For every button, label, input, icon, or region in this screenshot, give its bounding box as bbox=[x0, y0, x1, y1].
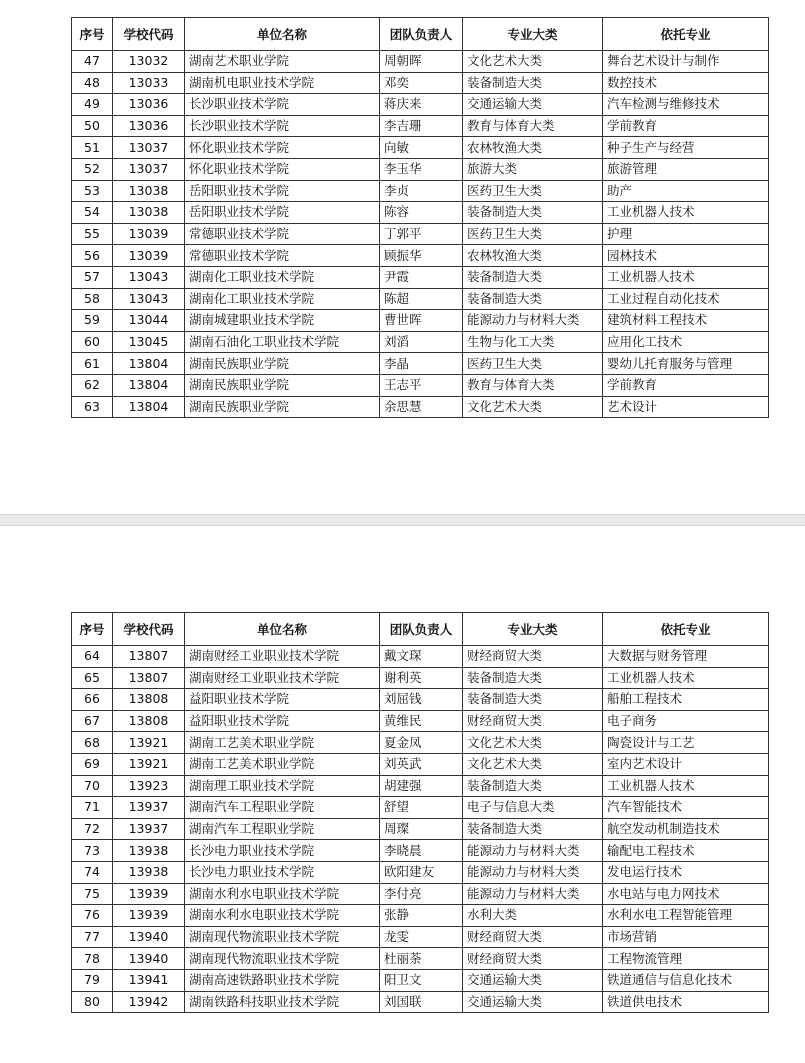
cell-team-leader: 龙雯 bbox=[380, 926, 463, 948]
cell-team-leader: 李晓晨 bbox=[380, 840, 463, 862]
cell-school-name: 湖南水利水电职业技术学院 bbox=[185, 905, 380, 927]
cell-major-category: 能源动力与材料大类 bbox=[463, 861, 603, 883]
cell-major-category: 装备制造大类 bbox=[463, 266, 603, 288]
cell-team-leader: 杜丽荼 bbox=[380, 948, 463, 970]
cell-school-name: 湖南理工职业技术学院 bbox=[185, 775, 380, 797]
table-row bbox=[72, 667, 769, 689]
cell-major-category: 交通运输大类 bbox=[463, 969, 603, 991]
cell-school-code: 13039 bbox=[113, 245, 185, 267]
cell-major: 应用化工技术 bbox=[603, 331, 769, 353]
cell-school-code: 13043 bbox=[113, 266, 185, 288]
cell-major: 园林技术 bbox=[603, 245, 769, 267]
cell-num: 74 bbox=[72, 861, 113, 883]
table-row bbox=[72, 710, 769, 732]
table-header-row bbox=[72, 18, 769, 51]
cell-school-code: 13942 bbox=[113, 991, 185, 1013]
cell-major-category: 农林牧渔大类 bbox=[463, 137, 603, 159]
cell-major: 数控技术 bbox=[603, 72, 769, 94]
cell-team-leader: 李晶 bbox=[380, 353, 463, 375]
cell-num: 52 bbox=[72, 158, 113, 180]
cell-major: 建筑材料工程技术 bbox=[603, 310, 769, 332]
cell-major: 陶瓷设计与工艺 bbox=[603, 732, 769, 754]
cell-school-name: 长沙电力职业技术学院 bbox=[185, 861, 380, 883]
cell-school-name: 长沙职业技术学院 bbox=[185, 115, 380, 137]
header-num: 序号 bbox=[72, 18, 113, 51]
cell-major: 水利水电工程智能管理 bbox=[603, 905, 769, 927]
table-row bbox=[72, 753, 769, 775]
cell-major: 种子生产与经营 bbox=[603, 137, 769, 159]
cell-school-code: 13039 bbox=[113, 223, 185, 245]
header-leader: 团队负责人 bbox=[380, 18, 463, 51]
cell-team-leader: 黄维民 bbox=[380, 710, 463, 732]
cell-school-code: 13045 bbox=[113, 331, 185, 353]
cell-school-code: 13938 bbox=[113, 861, 185, 883]
cell-school-name: 湖南汽车工程职业学院 bbox=[185, 797, 380, 819]
cell-school-name: 湖南化工职业技术学院 bbox=[185, 288, 380, 310]
table-row bbox=[72, 94, 769, 116]
table-row bbox=[72, 797, 769, 819]
cell-major-category: 装备制造大类 bbox=[463, 72, 603, 94]
cell-school-name: 岳阳职业技术学院 bbox=[185, 180, 380, 202]
cell-team-leader: 戴文琛 bbox=[380, 646, 463, 668]
cell-team-leader: 余思慧 bbox=[380, 396, 463, 418]
cell-major: 工业机器人技术 bbox=[603, 202, 769, 224]
cell-school-code: 13804 bbox=[113, 396, 185, 418]
cell-num: 55 bbox=[72, 223, 113, 245]
cell-major-category: 交通运输大类 bbox=[463, 991, 603, 1013]
cell-team-leader: 谢利英 bbox=[380, 667, 463, 689]
cell-num: 79 bbox=[72, 969, 113, 991]
table-row bbox=[72, 266, 769, 288]
cell-major-category: 装备制造大类 bbox=[463, 667, 603, 689]
cell-school-code: 13939 bbox=[113, 905, 185, 927]
cell-team-leader: 顾振华 bbox=[380, 245, 463, 267]
cell-school-code: 13038 bbox=[113, 202, 185, 224]
cell-school-name: 湖南民族职业学院 bbox=[185, 353, 380, 375]
cell-major-category: 旅游大类 bbox=[463, 158, 603, 180]
cell-major-category: 文化艺术大类 bbox=[463, 732, 603, 754]
cell-major: 工业机器人技术 bbox=[603, 667, 769, 689]
document-page-1 bbox=[0, 0, 805, 514]
cell-num: 54 bbox=[72, 202, 113, 224]
cell-team-leader: 陈超 bbox=[380, 288, 463, 310]
table-row bbox=[72, 180, 769, 202]
cell-major: 婴幼儿托育服务与管理 bbox=[603, 353, 769, 375]
cell-num: 76 bbox=[72, 905, 113, 927]
header-category: 专业大类 bbox=[463, 18, 603, 51]
cell-school-code: 13036 bbox=[113, 115, 185, 137]
cell-major: 电子商务 bbox=[603, 710, 769, 732]
cell-major-category: 文化艺术大类 bbox=[463, 51, 603, 73]
page-separator bbox=[0, 514, 805, 526]
cell-num: 60 bbox=[72, 331, 113, 353]
cell-major-category: 装备制造大类 bbox=[463, 288, 603, 310]
cell-team-leader: 胡建强 bbox=[380, 775, 463, 797]
cell-num: 78 bbox=[72, 948, 113, 970]
cell-major-category: 文化艺术大类 bbox=[463, 753, 603, 775]
cell-num: 48 bbox=[72, 72, 113, 94]
table-row bbox=[72, 775, 769, 797]
cell-major-category: 医药卫生大类 bbox=[463, 180, 603, 202]
cell-team-leader: 舒望 bbox=[380, 797, 463, 819]
cell-major: 汽车智能技术 bbox=[603, 797, 769, 819]
cell-school-code: 13036 bbox=[113, 94, 185, 116]
table-row bbox=[72, 353, 769, 375]
cell-major: 室内艺术设计 bbox=[603, 753, 769, 775]
cell-major-category: 财经商贸大类 bbox=[463, 948, 603, 970]
table-row bbox=[72, 331, 769, 353]
cell-school-code: 13807 bbox=[113, 646, 185, 668]
cell-school-code: 13808 bbox=[113, 689, 185, 711]
cell-major: 汽车检测与维修技术 bbox=[603, 94, 769, 116]
cell-num: 62 bbox=[72, 374, 113, 396]
cell-major-category: 交通运输大类 bbox=[463, 94, 603, 116]
cell-num: 56 bbox=[72, 245, 113, 267]
cell-school-name: 湖南石油化工职业技术学院 bbox=[185, 331, 380, 353]
cell-num: 73 bbox=[72, 840, 113, 862]
header-major: 依托专业 bbox=[603, 613, 769, 646]
cell-major-category: 医药卫生大类 bbox=[463, 353, 603, 375]
cell-num: 72 bbox=[72, 818, 113, 840]
cell-major: 发电运行技术 bbox=[603, 861, 769, 883]
header-code: 学校代码 bbox=[113, 613, 185, 646]
table-row bbox=[72, 732, 769, 754]
table-row bbox=[72, 991, 769, 1013]
cell-school-code: 13032 bbox=[113, 51, 185, 73]
table-row bbox=[72, 840, 769, 862]
cell-major: 助产 bbox=[603, 180, 769, 202]
table-row bbox=[72, 948, 769, 970]
cell-major: 工业过程自动化技术 bbox=[603, 288, 769, 310]
cell-major: 船舶工程技术 bbox=[603, 689, 769, 711]
cell-major: 艺术设计 bbox=[603, 396, 769, 418]
cell-school-code: 13037 bbox=[113, 158, 185, 180]
header-code: 学校代码 bbox=[113, 18, 185, 51]
cell-school-name: 湖南化工职业技术学院 bbox=[185, 266, 380, 288]
header-leader: 团队负责人 bbox=[380, 613, 463, 646]
cell-major-category: 电子与信息大类 bbox=[463, 797, 603, 819]
cell-team-leader: 周朝晖 bbox=[380, 51, 463, 73]
header-name: 单位名称 bbox=[185, 613, 380, 646]
cell-school-name: 湖南财经工业职业技术学院 bbox=[185, 646, 380, 668]
cell-school-name: 湖南高速铁路职业技术学院 bbox=[185, 969, 380, 991]
cell-major-category: 教育与体育大类 bbox=[463, 374, 603, 396]
cell-school-code: 13940 bbox=[113, 948, 185, 970]
cell-school-name: 长沙电力职业技术学院 bbox=[185, 840, 380, 862]
cell-major: 航空发动机制造技术 bbox=[603, 818, 769, 840]
cell-team-leader: 陈容 bbox=[380, 202, 463, 224]
cell-team-leader: 刘英武 bbox=[380, 753, 463, 775]
table-row bbox=[72, 861, 769, 883]
cell-school-name: 湖南艺术职业学院 bbox=[185, 51, 380, 73]
cell-num: 65 bbox=[72, 667, 113, 689]
table-row bbox=[72, 646, 769, 668]
header-category: 专业大类 bbox=[463, 613, 603, 646]
cell-num: 75 bbox=[72, 883, 113, 905]
cell-team-leader: 邓奕 bbox=[380, 72, 463, 94]
cell-school-code: 13938 bbox=[113, 840, 185, 862]
cell-major: 铁道通信与信息化技术 bbox=[603, 969, 769, 991]
table-row bbox=[72, 374, 769, 396]
cell-major: 大数据与财务管理 bbox=[603, 646, 769, 668]
cell-school-name: 湖南铁路科技职业技术学院 bbox=[185, 991, 380, 1013]
cell-team-leader: 夏金凤 bbox=[380, 732, 463, 754]
cell-school-code: 13939 bbox=[113, 883, 185, 905]
cell-major-category: 文化艺术大类 bbox=[463, 396, 603, 418]
cell-major-category: 财经商贸大类 bbox=[463, 646, 603, 668]
table-row bbox=[72, 396, 769, 418]
cell-school-code: 13044 bbox=[113, 310, 185, 332]
cell-num: 58 bbox=[72, 288, 113, 310]
cell-school-name: 湖南工艺美术职业学院 bbox=[185, 753, 380, 775]
cell-major-category: 水利大类 bbox=[463, 905, 603, 927]
cell-school-name: 长沙职业技术学院 bbox=[185, 94, 380, 116]
cell-team-leader: 王志平 bbox=[380, 374, 463, 396]
cell-major: 工程物流管理 bbox=[603, 948, 769, 970]
cell-team-leader: 曹世晖 bbox=[380, 310, 463, 332]
cell-school-code: 13804 bbox=[113, 374, 185, 396]
cell-school-name: 湖南民族职业学院 bbox=[185, 396, 380, 418]
roster-table-page-1 bbox=[71, 17, 769, 418]
cell-major-category: 财经商贸大类 bbox=[463, 710, 603, 732]
cell-num: 68 bbox=[72, 732, 113, 754]
cell-team-leader: 刘屈钱 bbox=[380, 689, 463, 711]
cell-school-code: 13921 bbox=[113, 732, 185, 754]
cell-team-leader: 李贞 bbox=[380, 180, 463, 202]
cell-school-code: 13937 bbox=[113, 818, 185, 840]
cell-major: 旅游管理 bbox=[603, 158, 769, 180]
cell-num: 61 bbox=[72, 353, 113, 375]
cell-school-name: 湖南机电职业技术学院 bbox=[185, 72, 380, 94]
cell-num: 47 bbox=[72, 51, 113, 73]
cell-major: 工业机器人技术 bbox=[603, 775, 769, 797]
cell-team-leader: 李吉珊 bbox=[380, 115, 463, 137]
cell-school-name: 益阳职业技术学院 bbox=[185, 689, 380, 711]
cell-major-category: 能源动力与材料大类 bbox=[463, 310, 603, 332]
cell-school-code: 13937 bbox=[113, 797, 185, 819]
cell-num: 70 bbox=[72, 775, 113, 797]
cell-num: 53 bbox=[72, 180, 113, 202]
table-body bbox=[72, 51, 769, 418]
cell-major-category: 教育与体育大类 bbox=[463, 115, 603, 137]
cell-team-leader: 向敏 bbox=[380, 137, 463, 159]
table-row bbox=[72, 137, 769, 159]
cell-num: 77 bbox=[72, 926, 113, 948]
roster-table-page-2 bbox=[71, 612, 769, 1013]
cell-team-leader: 丁郭平 bbox=[380, 223, 463, 245]
cell-school-name: 湖南民族职业学院 bbox=[185, 374, 380, 396]
table-row bbox=[72, 223, 769, 245]
cell-num: 51 bbox=[72, 137, 113, 159]
cell-school-name: 常德职业技术学院 bbox=[185, 223, 380, 245]
table-row bbox=[72, 115, 769, 137]
cell-major-category: 装备制造大类 bbox=[463, 689, 603, 711]
cell-major-category: 生物与化工大类 bbox=[463, 331, 603, 353]
cell-school-code: 13940 bbox=[113, 926, 185, 948]
cell-major-category: 装备制造大类 bbox=[463, 775, 603, 797]
cell-school-code: 13038 bbox=[113, 180, 185, 202]
cell-school-name: 湖南汽车工程职业学院 bbox=[185, 818, 380, 840]
cell-school-name: 湖南水利水电职业技术学院 bbox=[185, 883, 380, 905]
table-row bbox=[72, 245, 769, 267]
cell-major-category: 装备制造大类 bbox=[463, 818, 603, 840]
cell-team-leader: 李玉华 bbox=[380, 158, 463, 180]
table-row bbox=[72, 288, 769, 310]
cell-school-name: 岳阳职业技术学院 bbox=[185, 202, 380, 224]
cell-school-code: 13921 bbox=[113, 753, 185, 775]
cell-school-name: 怀化职业技术学院 bbox=[185, 158, 380, 180]
cell-school-name: 湖南工艺美术职业学院 bbox=[185, 732, 380, 754]
cell-school-code: 13804 bbox=[113, 353, 185, 375]
cell-num: 49 bbox=[72, 94, 113, 116]
cell-num: 50 bbox=[72, 115, 113, 137]
cell-major-category: 农林牧渔大类 bbox=[463, 245, 603, 267]
cell-school-name: 常德职业技术学院 bbox=[185, 245, 380, 267]
cell-team-leader: 尹霞 bbox=[380, 266, 463, 288]
table-row bbox=[72, 310, 769, 332]
cell-num: 80 bbox=[72, 991, 113, 1013]
header-num: 序号 bbox=[72, 613, 113, 646]
header-major: 依托专业 bbox=[603, 18, 769, 51]
cell-num: 57 bbox=[72, 266, 113, 288]
cell-school-name: 湖南财经工业职业技术学院 bbox=[185, 667, 380, 689]
cell-school-name: 益阳职业技术学院 bbox=[185, 710, 380, 732]
cell-team-leader: 刘国联 bbox=[380, 991, 463, 1013]
table-header-row bbox=[72, 613, 769, 646]
cell-major: 护理 bbox=[603, 223, 769, 245]
cell-major: 学前教育 bbox=[603, 115, 769, 137]
cell-team-leader: 蒋庆来 bbox=[380, 94, 463, 116]
cell-team-leader: 李付亮 bbox=[380, 883, 463, 905]
table-row bbox=[72, 689, 769, 711]
cell-major-category: 能源动力与材料大类 bbox=[463, 840, 603, 862]
table-row bbox=[72, 905, 769, 927]
table-row bbox=[72, 72, 769, 94]
cell-major-category: 装备制造大类 bbox=[463, 202, 603, 224]
cell-major-category: 财经商贸大类 bbox=[463, 926, 603, 948]
cell-team-leader: 张静 bbox=[380, 905, 463, 927]
table-row bbox=[72, 818, 769, 840]
cell-team-leader: 刘滔 bbox=[380, 331, 463, 353]
cell-major-category: 能源动力与材料大类 bbox=[463, 883, 603, 905]
cell-major: 舞台艺术设计与制作 bbox=[603, 51, 769, 73]
cell-school-name: 湖南现代物流职业技术学院 bbox=[185, 948, 380, 970]
document-page-2 bbox=[0, 526, 805, 1063]
cell-school-code: 13807 bbox=[113, 667, 185, 689]
table-row bbox=[72, 158, 769, 180]
cell-school-name: 湖南现代物流职业技术学院 bbox=[185, 926, 380, 948]
cell-school-name: 怀化职业技术学院 bbox=[185, 137, 380, 159]
cell-team-leader: 欧阳建友 bbox=[380, 861, 463, 883]
cell-major: 水电站与电力网技术 bbox=[603, 883, 769, 905]
cell-major-category: 医药卫生大类 bbox=[463, 223, 603, 245]
cell-school-name: 湖南城建职业技术学院 bbox=[185, 310, 380, 332]
cell-num: 64 bbox=[72, 646, 113, 668]
table-row bbox=[72, 883, 769, 905]
table-row bbox=[72, 51, 769, 73]
cell-major: 工业机器人技术 bbox=[603, 266, 769, 288]
cell-school-code: 13037 bbox=[113, 137, 185, 159]
cell-school-code: 13043 bbox=[113, 288, 185, 310]
cell-major: 市场营销 bbox=[603, 926, 769, 948]
cell-major: 铁道供电技术 bbox=[603, 991, 769, 1013]
cell-school-code: 13808 bbox=[113, 710, 185, 732]
cell-team-leader: 周璨 bbox=[380, 818, 463, 840]
cell-major: 输配电工程技术 bbox=[603, 840, 769, 862]
header-name: 单位名称 bbox=[185, 18, 380, 51]
cell-num: 66 bbox=[72, 689, 113, 711]
cell-school-code: 13941 bbox=[113, 969, 185, 991]
table-row bbox=[72, 969, 769, 991]
cell-school-code: 13033 bbox=[113, 72, 185, 94]
cell-num: 59 bbox=[72, 310, 113, 332]
cell-num: 71 bbox=[72, 797, 113, 819]
cell-num: 67 bbox=[72, 710, 113, 732]
table-row bbox=[72, 202, 769, 224]
cell-major: 学前教育 bbox=[603, 374, 769, 396]
table-body bbox=[72, 646, 769, 1013]
cell-num: 69 bbox=[72, 753, 113, 775]
cell-team-leader: 阳卫文 bbox=[380, 969, 463, 991]
cell-school-code: 13923 bbox=[113, 775, 185, 797]
table-row bbox=[72, 926, 769, 948]
cell-num: 63 bbox=[72, 396, 113, 418]
